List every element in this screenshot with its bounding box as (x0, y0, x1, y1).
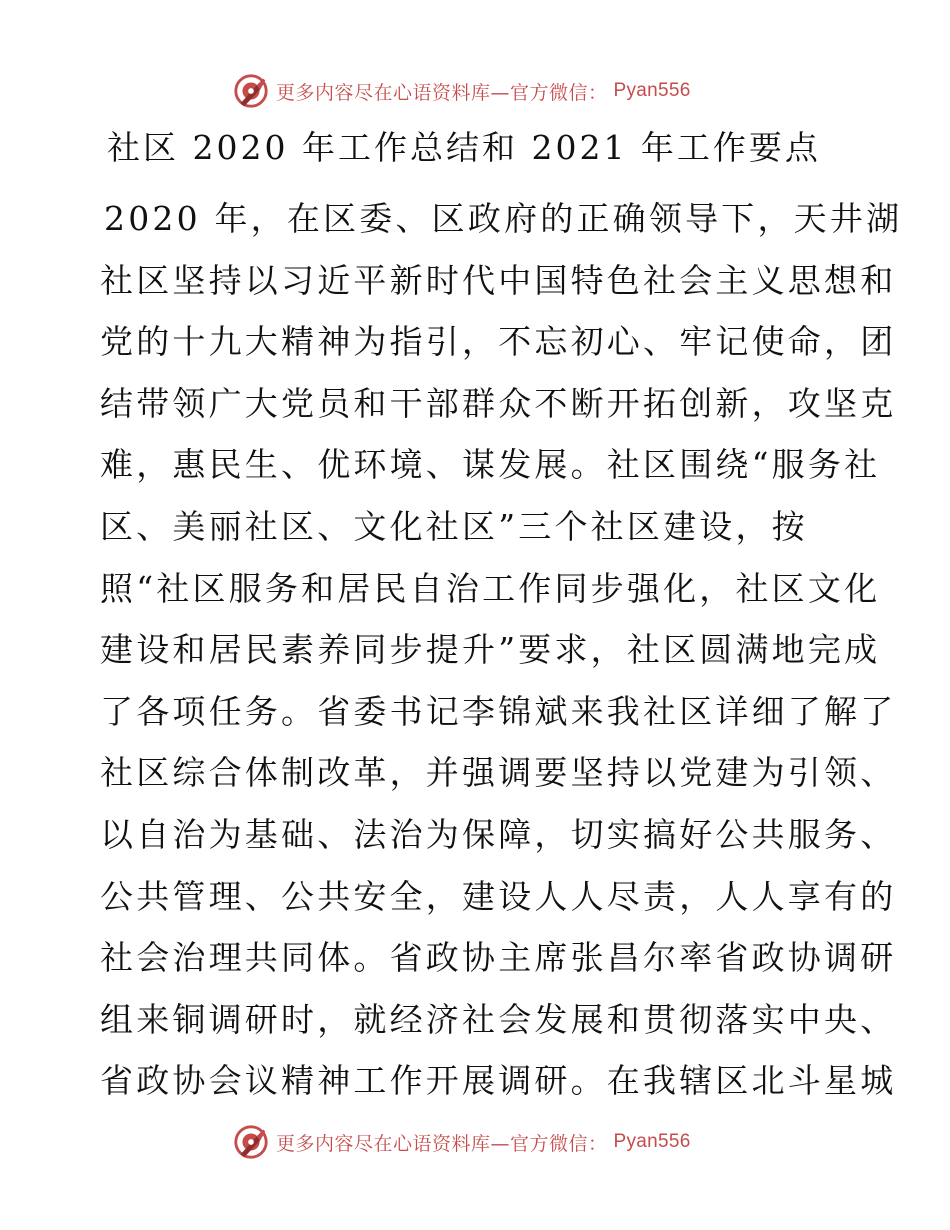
body-line: 组来铜调研时，就经济社会发展和贯彻落实中央、 (100, 999, 897, 1039)
body-line: 2020 年，在区委、区政府的正确领导下，天井湖 (104, 199, 903, 238)
body-line: 社会治理共同体。省政协主席张昌尔率省政协调研 (100, 938, 897, 978)
body-line: 结带领广大党员和干部群众不断开拓创新，攻坚克 (100, 383, 897, 423)
watermark-wechat-id: Pyan556 (613, 80, 691, 101)
body-line: 省政协会议精神工作开展调研。在我辖区北斗星城 (100, 1061, 897, 1101)
watermark-text: 更多内容尽在心语资料库—官方微信： (276, 81, 608, 104)
body-line: 党的十九大精神为指引，不忘初心、牢记使命，团 (100, 322, 897, 362)
body-line: 社区综合体制改革，并强调要坚持以党建为引领、 (100, 753, 897, 793)
watermark-text: 更多内容尽在心语资料库—官方微信： (276, 1132, 608, 1155)
body-line: 难，惠民生、优环境、谋发展。社区围绕“服务社 (100, 445, 881, 485)
body-line: 公共管理、公共安全，建设人人尽责，人人享有的 (100, 876, 897, 916)
body-line: 社区坚持以习近平新时代中国特色社会主义思想和 (100, 260, 897, 300)
header-watermark (232, 72, 691, 110)
body-line: 区、美丽社区、文化社区”三个社区建设，按 (100, 506, 808, 546)
watermark-wechat-id: Pyan556 (613, 1131, 691, 1152)
body-line: 了各项任务。省委书记李锦斌来我社区详细了解了 (100, 691, 897, 731)
body-line: 以自治为基础、法治为保障，切实搞好公共服务、 (100, 814, 897, 854)
footer-watermark (232, 1123, 691, 1161)
body-line: 照“社区服务和居民自治工作同步强化，社区文化 (100, 568, 881, 608)
pen-nib-icon (232, 1123, 270, 1161)
pen-nib-icon (232, 72, 270, 110)
body-paragraph (100, 188, 903, 1112)
body-line: 建设和居民素养同步提升”要求，社区圆满地完成 (100, 630, 881, 670)
document-title: 社区 2020 年工作总结和 2021 年工作要点 (107, 128, 821, 167)
